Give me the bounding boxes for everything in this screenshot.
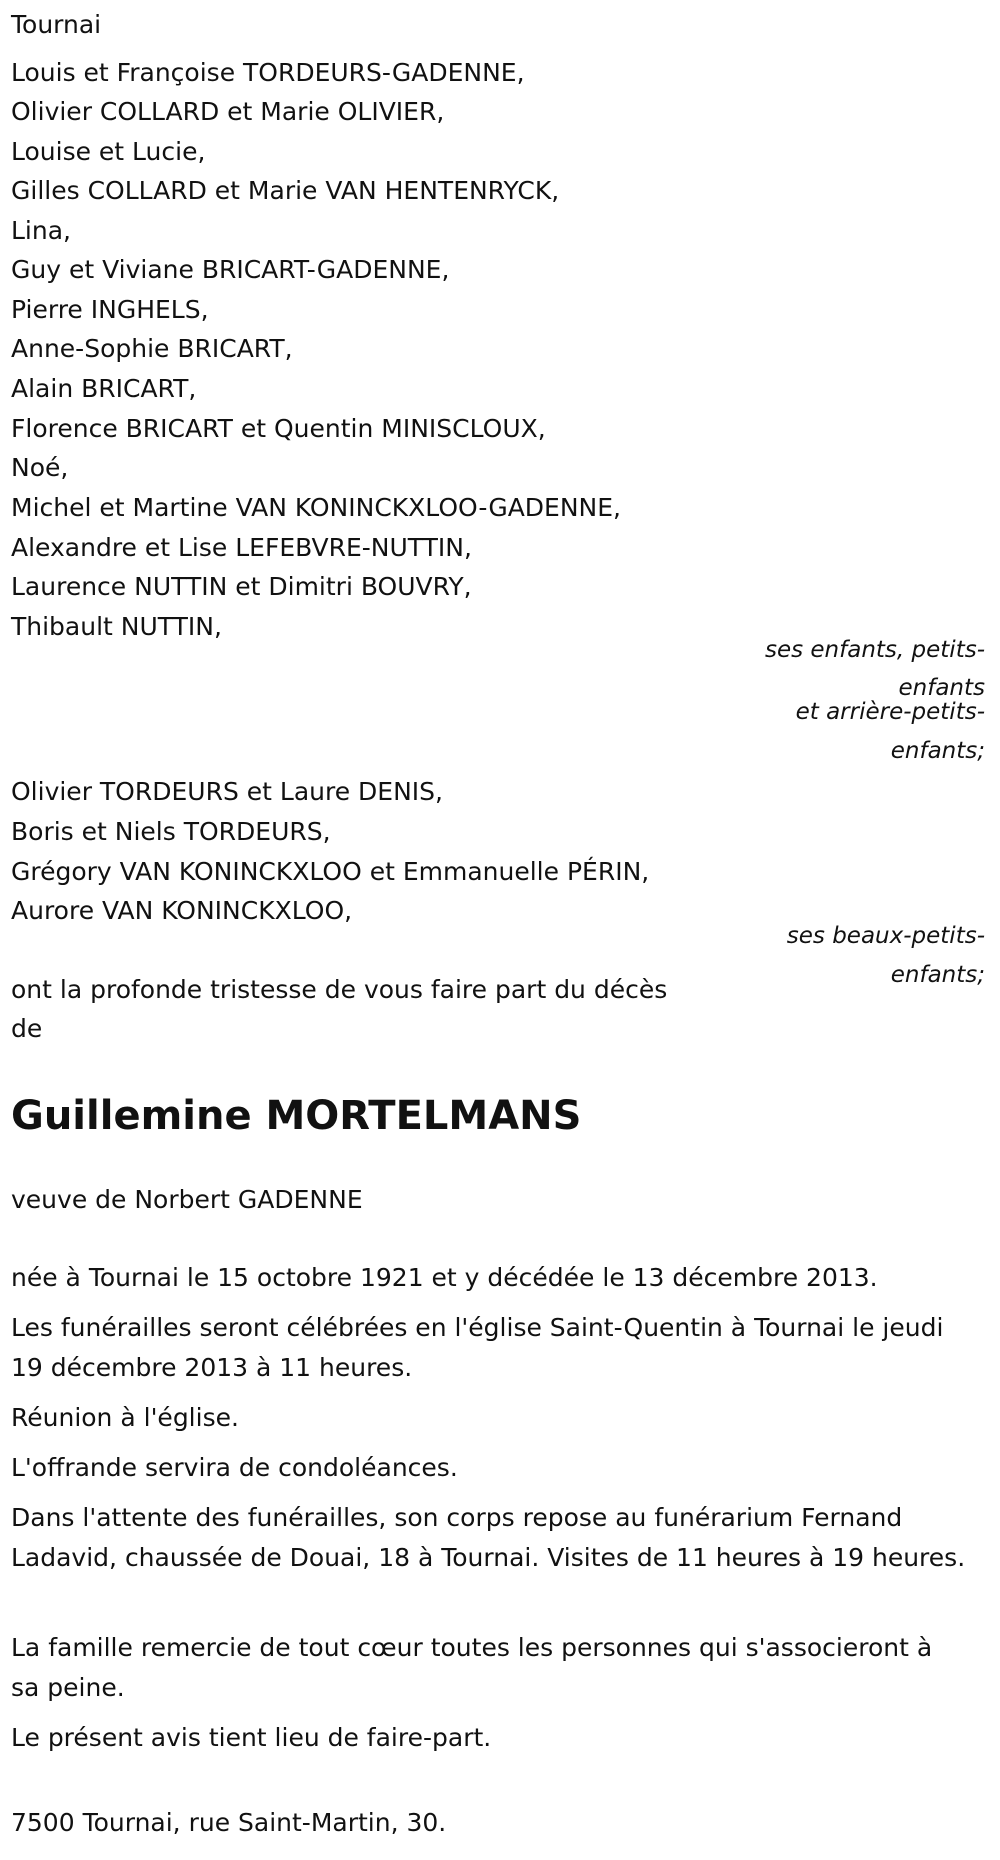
family-member: Guy et Viviane BRICART-GADENNE, [11,255,450,284]
family-member: Anne-Sophie BRICART, [11,334,293,363]
offering-paragraph: L'offrande servira de condoléances. [11,1453,458,1482]
family-member: Olivier TORDEURS et Laure DENIS, [11,777,443,806]
family-member: Aurore VAN KONINCKXLOO, [11,896,353,925]
family-member: Alain BRICART, [11,374,197,403]
role-caption-line: ses enfants, petits- [764,637,985,663]
announcement-line: ont la profonde tristesse de vous faire part du décès [11,975,668,1004]
notice-paragraph: Le présent avis tient lieu de faire-part. [11,1723,492,1752]
header-city: Tournai [11,10,102,39]
family-member: Louis et Françoise TORDEURS-GADENNE, [11,58,525,87]
family-member: Laurence NUTTIN et Dimitri BOUVRY, [11,572,472,601]
family-member: Noé, [11,453,69,482]
family-member: Grégory VAN KONINCKXLOO et Emmanuelle PÉRIN, [11,857,650,886]
widow-of: veuve de Norbert GADENNE [11,1185,363,1214]
role-caption-line: enfants; [890,738,985,764]
funeral-paragraph: Les funérailles seront célébrées en l'église Saint-Quentin à Tournai le jeudi 19 décembre 2013 à 11 heures. [11,1313,944,1382]
family-member: Michel et Martine VAN KONINCKXLOO-GADENNE, [11,493,621,522]
family-member: Lina, [11,216,71,245]
family-member: Pierre INGHELS, [11,295,209,324]
announcement-line: de [11,1014,43,1043]
role-caption-line: ses beaux-petits- [786,923,985,949]
funerarium-paragraph: Dans l'attente des funérailles, son corps repose au funérarium Fernand Ladavid, chaussée de Douai, 18 à Tournai. Visites de 11 heures à 19 heures. [11,1503,966,1572]
address: 7500 Tournai, rue Saint-Martin, 30. [11,1808,447,1837]
family-member: Olivier COLLARD et Marie OLIVIER, [11,97,445,126]
role-caption-line: enfants; [890,962,985,988]
family-member: Alexandre et Lise LEFEBVRE-NUTTIN, [11,533,472,562]
role-caption-line: et arrière-petits- [795,699,985,725]
family-member: Gilles COLLARD et Marie VAN HENTENRYCK, [11,176,560,205]
family-member: Florence BRICART et Quentin MINISCLOUX, [11,414,546,443]
family-member: Thibault NUTTIN, [11,612,222,641]
deceased-name: Guillemine MORTELMANS [11,1093,582,1139]
meeting-paragraph: Réunion à l'église. [11,1403,239,1432]
birth-death-paragraph: née à Tournai le 15 octobre 1921 et y décédée le 13 décembre 2013. [11,1263,878,1292]
role-caption-line: enfants [898,675,985,701]
family-member: Boris et Niels TORDEURS, [11,817,331,846]
family-member: Louise et Lucie, [11,137,206,166]
thanks-paragraph: La famille remercie de tout cœur toutes les personnes qui s'associeront à sa peine. [11,1633,933,1702]
